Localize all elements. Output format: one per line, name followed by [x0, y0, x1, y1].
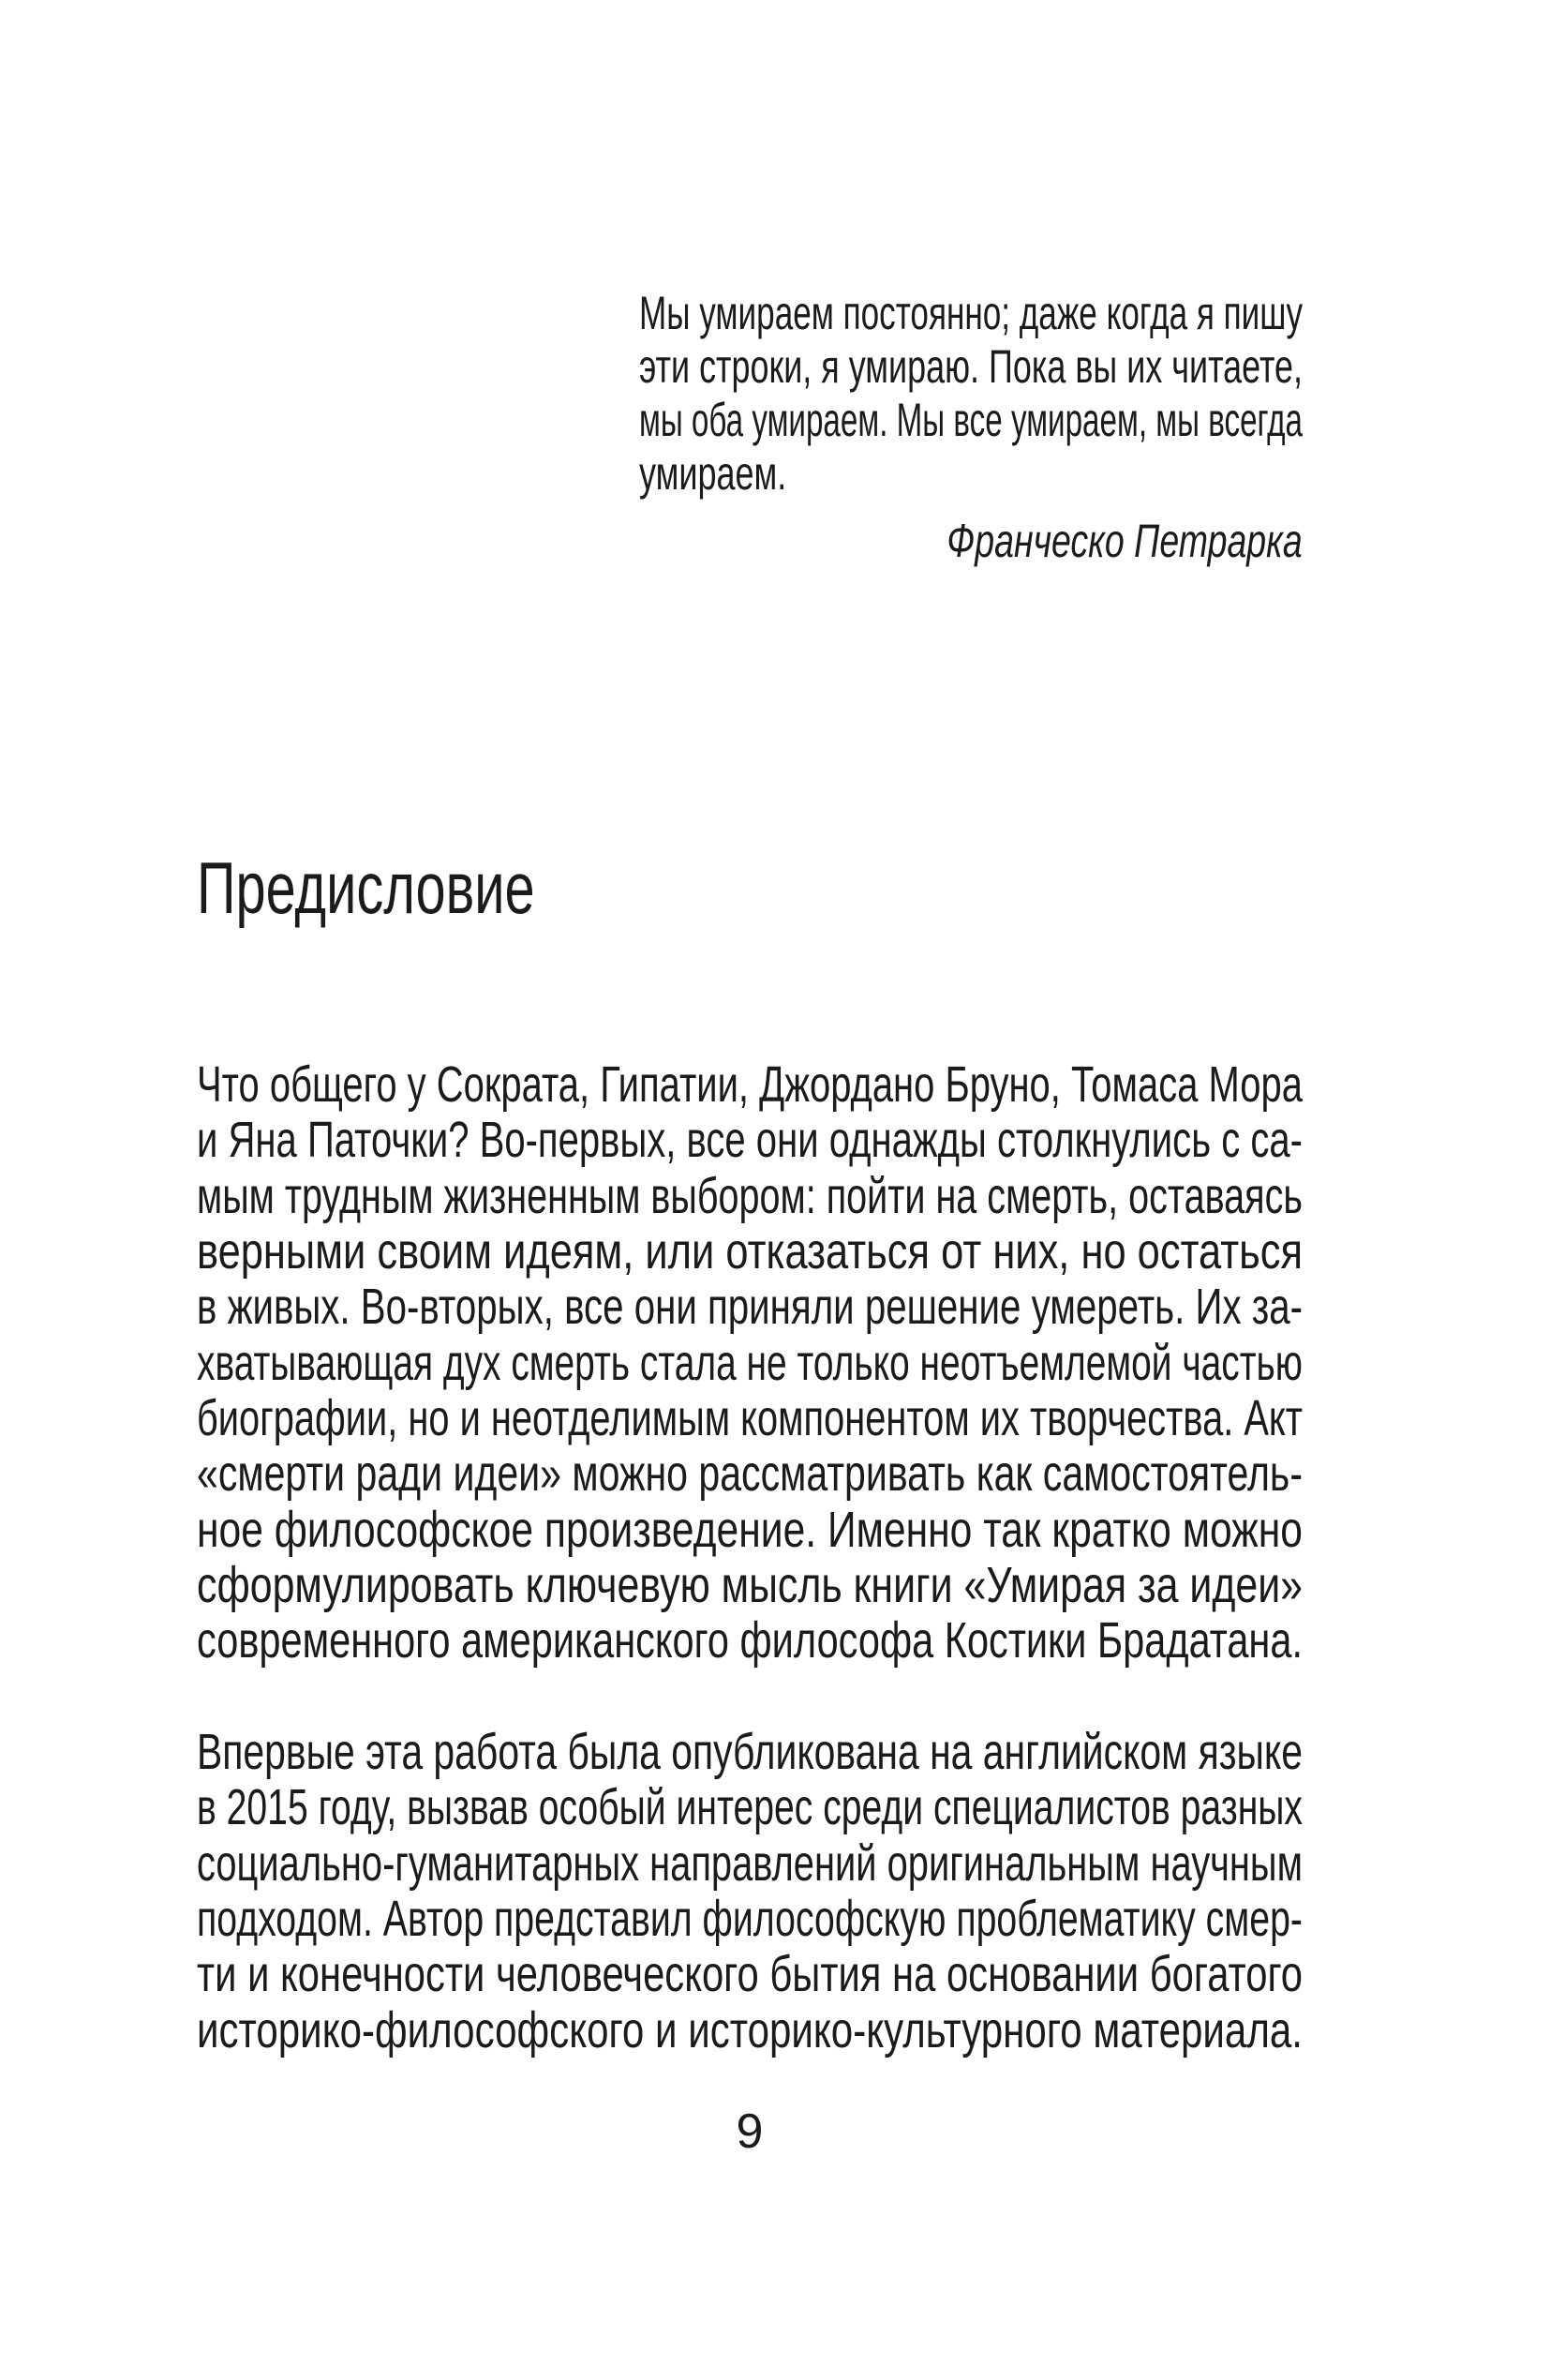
body-text-line: и Яна Паточки? Во-первых, все они однажды столкнулись с са-	[197, 1112, 1303, 1169]
body-text-line: социально-гуманитарных направлений оригинальным научным	[197, 1834, 1303, 1892]
body-text-line: современного американского философа Костики Брадатана.	[197, 1612, 1303, 1669]
paragraph-1	[197, 1057, 1303, 1669]
epigraph-line: эти строки, я умираю. Пока вы их читаете,	[639, 340, 1303, 393]
body-text-line: биографии, но и неотделимым компонентом их творчества. Акт	[197, 1389, 1303, 1446]
epigraph-line: мы оба умираем. Мы все умираем, мы всегда	[639, 394, 1303, 446]
body-text-line: в 2015 году, вызвав особый интерес среди специалистов разных	[197, 1779, 1303, 1836]
epigraph	[639, 287, 1303, 501]
epigraph-line: Мы умираем постоянно; даже когда я пишу	[639, 287, 1303, 339]
page-number: 9	[736, 2104, 764, 2159]
body-text-line: ное философское произведение. Именно так кратко можно	[197, 1501, 1303, 1558]
body-text-line: верными своим идеям, или отказаться от них, но остаться	[197, 1222, 1303, 1280]
body-text-line: в живых. Во-вторых, все они приняли решение умереть. Их за-	[197, 1279, 1303, 1336]
paragraph-2	[197, 1725, 1303, 2058]
body-text-line: хватывающая дух смерть стала не только неотъемлемой частью	[197, 1334, 1303, 1391]
body-text-line: Впервые эта работа была опубликована на английском языке	[197, 1724, 1303, 1780]
body-text-line: «смерти ради идеи» можно рассматривать как самостоятель-	[197, 1445, 1303, 1503]
body-text-line: историко-философского и историко-культурного материала.	[197, 2001, 1303, 2058]
body-text-line: Что общего у Сократа, Гипатии, Джордано Бруно, Томаса Мора	[197, 1056, 1303, 1113]
epigraph-attribution: Франческо Петрарка	[946, 515, 1303, 567]
body-text-line: сформулировать ключевую мысль книги «Умирая за идеи»	[197, 1556, 1303, 1613]
body-text-line: подходом. Автор представил философскую проблематику смер-	[197, 1890, 1303, 1947]
epigraph-line: умираем.	[639, 447, 787, 500]
body-text-line: мым трудным жизненным выбором: пойти на смерть, оставаясь	[197, 1167, 1303, 1224]
chapter-heading: Предисловие	[197, 846, 535, 929]
body-text-line: ти и конечности человеческого бытия на основании богатого	[197, 1946, 1303, 2003]
